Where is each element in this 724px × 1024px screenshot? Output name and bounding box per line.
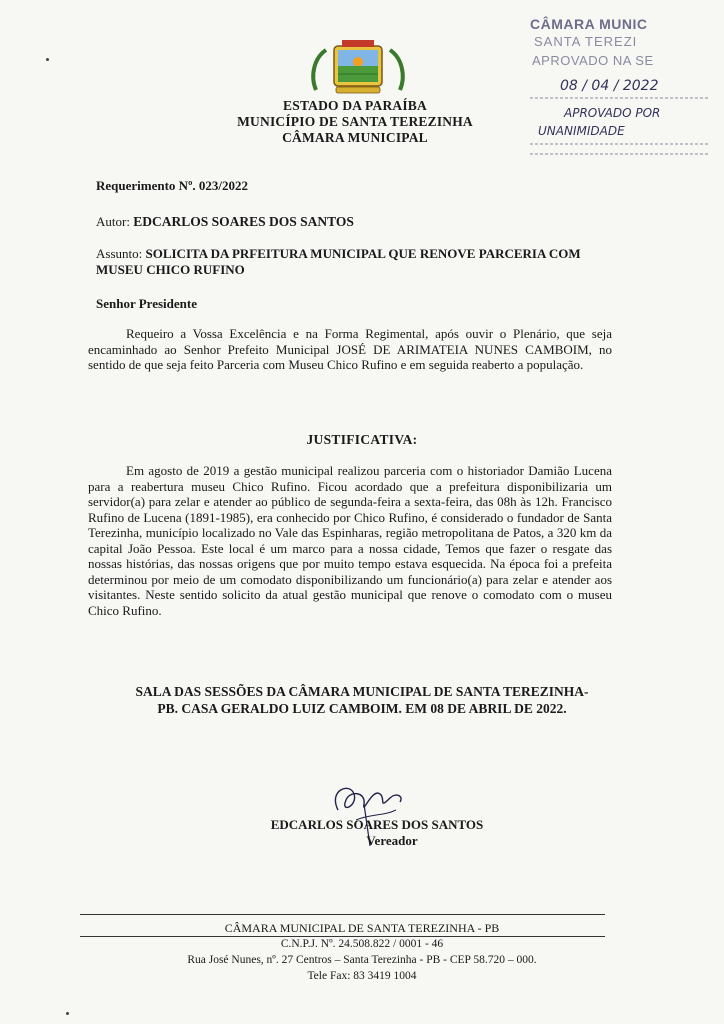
request-paragraph: Requeiro a Vossa Excelência e na Forma Regimental, após ouvir o Plenário, que seja encaminhado ao Senhor Prefeito Municipal JOSÉ DE ARIMATEIA NUNES CAMBOIM, no sentido de que seja feito Parceria com Museu Chico Rufino e em seguida reaberto a população. (88, 326, 612, 372)
subject-text: SOLICITA DA PRFEITURA MUNICIPAL QUE RENOVE PARCERIA COM MUSEU CHICO RUFINO (96, 246, 581, 277)
stamp-line-3: APROVADO NA SE (532, 53, 654, 68)
header-state: ESTADO DA PARAÍBA (283, 98, 427, 113)
paper-speck (46, 58, 49, 61)
document-footer (0, 920, 724, 984)
author-label: Autor: (96, 214, 134, 229)
session-closing (84, 683, 640, 717)
municipal-crest-icon (308, 40, 408, 96)
justificativa-paragraph: Em agosto de 2019 a gestão municipal realizou parceria com o historiador Damião Lucena para a reabertura museu Chico Rufino. Ficou acordado que a prefeitura disponibilizaria um servidor(a) para zelar e atender ao público de segunda-feira a sexta-feira, das 08h às 12h. Francisco Rufino de Lucena (1891-1985), era conhecido por Chico Rufino, é considerado o fundador de Santa Terezinha, município localizado no Vale das Espinharas, região metropolitana de Patos, a 320 km da capital João Pessoa. Este local é um marco para a nossa cidade, Temos que fazer o resgate das nossas histórias, das nossas origens que por muito tempo estava esquecida. Na época foi a prefeita determinou por meio de um comodato disponibilizando um funcionário(a) para zelar e atender aos visitantes. Neste sentido solicito da atual gestão municipal que renove o comodato com o museu Chico Rufino. (88, 463, 612, 618)
subject-line (96, 246, 616, 278)
subject-label: Assunto: (96, 246, 146, 261)
signer-name: EDCARLOS SOARES DOS SANTOS (270, 817, 484, 832)
stamp-note-1: APROVADO POR (564, 106, 661, 120)
footer-chamber: CÂMARA MUNICIPAL DE SANTA TEREZINHA - PB (224, 921, 500, 935)
stamp-line-1: CÂMARA MUNIC (530, 16, 648, 32)
stamp-line-2: SANTA TEREZI (534, 34, 638, 49)
footer-rule-top (80, 914, 605, 915)
approval-stamp (520, 10, 720, 160)
stamp-underline-1 (530, 96, 710, 100)
stamp-date: 08 / 04 / 2022 (560, 78, 659, 94)
author-line (96, 214, 354, 230)
document-header (200, 98, 510, 146)
paper-speck (66, 1012, 69, 1015)
justificativa-title: JUSTIFICATIVA: (306, 432, 418, 447)
stamp-underline-2 (530, 142, 710, 146)
footer-cnpj: C.N.P.J. Nº. 24.508.822 / 0001 - 46 (280, 938, 444, 950)
stamp-note-2: UNANIMIDADE (538, 124, 625, 138)
stamp-underline-3 (530, 152, 710, 156)
salutation: Senhor Presidente (96, 296, 197, 311)
session-closing-line-2: PB. CASA GERALDO LUIZ CAMBOIM. EM 08 DE ABRIL DE 2022. (157, 701, 567, 716)
requerimento-number: Requerimento Nº. 023/2022 (96, 178, 248, 193)
session-closing-line-1: SALA DAS SESSÕES DA CÂMARA MUNICIPAL DE SANTA TEREZINHA- (135, 684, 589, 699)
author-name: EDCARLOS SOARES DOS SANTOS (133, 214, 354, 229)
footer-address: Rua José Nunes, nº. 27 Centros – Santa Terezinha - PB - CEP 58.720 – 000. (187, 954, 537, 966)
signer-block (0, 817, 724, 849)
header-chamber: CÂMARA MUNICIPAL (282, 130, 428, 145)
footer-phone: Tele Fax: 83 3419 1004 (307, 970, 417, 982)
header-municipality: MUNICÍPIO DE SANTA TEREZINHA (237, 114, 473, 129)
signer-role: Vereador (366, 833, 418, 848)
